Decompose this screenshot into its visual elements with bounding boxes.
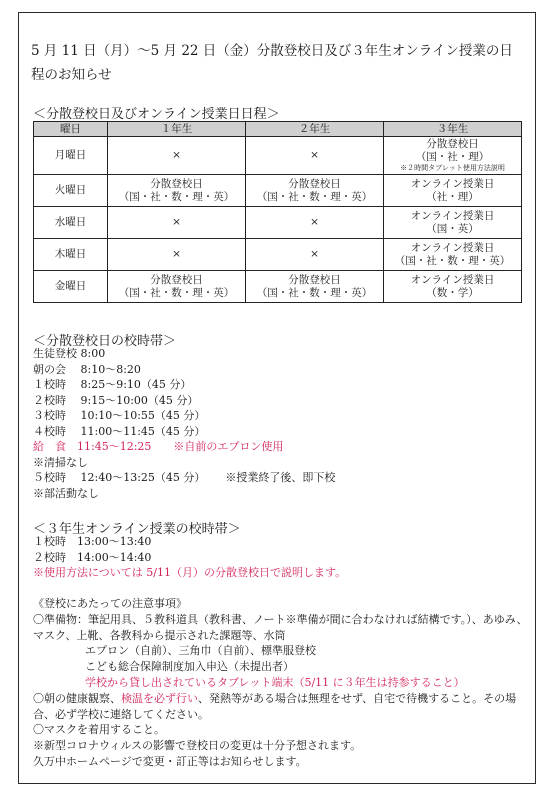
online-note: ※使用方法については 5/11（月）の分散登校日で説明します。 xyxy=(33,566,347,579)
grade2-subjects: （国・社・数・理・英） xyxy=(256,190,373,203)
health-text: 〇朝の健康観察、 xyxy=(33,691,121,705)
time-line: １校時 13:00～13:40 xyxy=(33,535,152,548)
grade3-subjects: （国・英） xyxy=(426,222,479,235)
grade1-type: 分散登校日 xyxy=(150,273,203,286)
grade3-subjects: （社・理） xyxy=(426,190,479,203)
notes-section xyxy=(33,596,533,770)
grade3-subjects: （数・学） xyxy=(426,286,479,299)
notes-item-homepage: 久万中ホームページで変更・訂正等はお知らせします。 xyxy=(33,754,307,768)
column-header-grade2: ２年生 xyxy=(246,122,384,137)
notes-item-corona: ※新型コロナウィルスの影響で登校日の変更は十分予想されます。 xyxy=(33,739,362,753)
time-line: ５校時 12:40～13:25（45 分） ※授業終了後、即下校 xyxy=(33,471,336,484)
notes-item-tablet: 学校から貸し出されているタブレット端末（5/11 に３年生は持参すること） xyxy=(85,675,465,689)
table-header-row xyxy=(34,122,522,137)
time-line: １校時 8:25～9:10（45 分） xyxy=(33,378,192,391)
grade2-cell xyxy=(246,271,384,303)
time-line: ４校時 11:00～11:45（45 分） xyxy=(33,424,206,438)
time-line: 生徒登校 8:00 xyxy=(33,347,106,360)
grade1-cell xyxy=(108,271,246,303)
grade1-cell xyxy=(108,175,246,207)
grade3-note: ※２時間タブレット使用方法説明 xyxy=(400,164,505,172)
day-cell: 火曜日 xyxy=(34,175,108,207)
grade2-cell: × xyxy=(246,137,384,175)
notes-item-health xyxy=(33,691,533,723)
grade2-cell: × xyxy=(246,239,384,271)
grade1-type: 分散登校日 xyxy=(150,177,203,190)
table-row xyxy=(34,239,522,271)
notes-item-supplies: 〇準備物：筆記用具、５教科道具（教科書、ノート※準備が間に合わなければ結構です。）、あゆみ、マスク、上靴、各教科から提示された課題等、水筒 xyxy=(33,612,528,642)
grade3-type: オンライン授業日 xyxy=(410,209,495,222)
grade2-type: 分散登校日 xyxy=(288,177,341,190)
grade3-cell xyxy=(384,239,522,271)
grade3-subjects: （国・社・理） xyxy=(415,151,490,163)
online-times-list xyxy=(33,534,346,581)
grade2-type: 分散登校日 xyxy=(288,273,341,286)
grade1-cell: × xyxy=(108,137,246,175)
grade3-cell xyxy=(384,207,522,239)
notes-item-insurance: こども総合保障制度加入申込（未提出者） xyxy=(85,660,294,674)
grade3-type: オンライン授業日 xyxy=(410,177,495,190)
grade3-type: オンライン授業日 xyxy=(410,241,495,254)
time-line: ３校時 10:10～10:55（45 分） xyxy=(33,409,206,422)
grade3-cell xyxy=(384,271,522,303)
time-line: ２校時 9:15～10:00（45 分） xyxy=(33,393,199,407)
notes-heading: 《登校にあたっての注意事項》 xyxy=(33,597,187,610)
grade3-cell xyxy=(384,137,522,175)
day-cell: 木曜日 xyxy=(34,239,108,271)
grade2-cell: × xyxy=(246,207,384,239)
health-text-rest: 、発熱等がある場合は無理をせず、自宅で待機すること。その場合、必ず学校に連絡してください。 xyxy=(33,691,517,721)
time-line: ※清掃なし xyxy=(33,455,88,469)
grade1-cell: × xyxy=(108,239,246,271)
grade2-subjects: （国・社・数・理・英） xyxy=(256,286,373,299)
table-row xyxy=(34,137,522,175)
school-times-heading: ＜分散登校日の校時帯＞ xyxy=(33,334,177,349)
column-header-day: 曜日 xyxy=(34,122,108,137)
notes-item-mask: 〇マスクを着用すること。 xyxy=(33,723,165,737)
day-cell: 水曜日 xyxy=(34,207,108,239)
school-times-list xyxy=(33,346,335,501)
grade1-subjects: （国・社・数・理・英） xyxy=(118,190,235,203)
time-line: ※部活動なし xyxy=(33,486,99,500)
notice-page xyxy=(18,12,536,784)
day-cell: 月曜日 xyxy=(34,137,108,175)
grade3-cell xyxy=(384,175,522,207)
column-header-grade3: ３年生 xyxy=(384,122,522,137)
notice-title: 5 月 11 日（月）～5 月 22 日（金）分散登校日及び３年生オンライン授業の日程のお知らせ xyxy=(31,43,513,83)
grade3-type: 分散登校日 xyxy=(426,138,479,150)
grade3-type: オンライン授業日 xyxy=(410,273,495,286)
column-header-grade1: １年生 xyxy=(108,122,246,137)
table-row xyxy=(34,207,522,239)
grade2-cell xyxy=(246,175,384,207)
grade1-subjects: （国・社・数・理・英） xyxy=(118,286,235,299)
day-cell: 金曜日 xyxy=(34,271,108,303)
lunch-line: 給 食 11:45～12:25 ※自前のエプロン使用 xyxy=(33,440,284,453)
table-row xyxy=(34,271,522,303)
health-emphasis: 検温を必ず行い xyxy=(121,691,198,705)
schedule-heading: ＜分散登校日及びオンライン授業日日程＞ xyxy=(33,107,280,122)
online-times-heading: ＜３年生オンライン授業の校時帯＞ xyxy=(33,522,241,537)
table-row xyxy=(34,175,522,207)
notes-item-apron: エプロン（自前）、三角巾（自前）、標準服登校 xyxy=(85,644,316,658)
time-line: 朝の会 8:10～8:20 xyxy=(33,362,141,376)
time-line: ２校時 14:00～14:40 xyxy=(33,550,152,564)
grade1-cell: × xyxy=(108,207,246,239)
grade3-subjects: （国・社・数・理・英） xyxy=(394,254,511,267)
schedule-table xyxy=(33,121,522,303)
